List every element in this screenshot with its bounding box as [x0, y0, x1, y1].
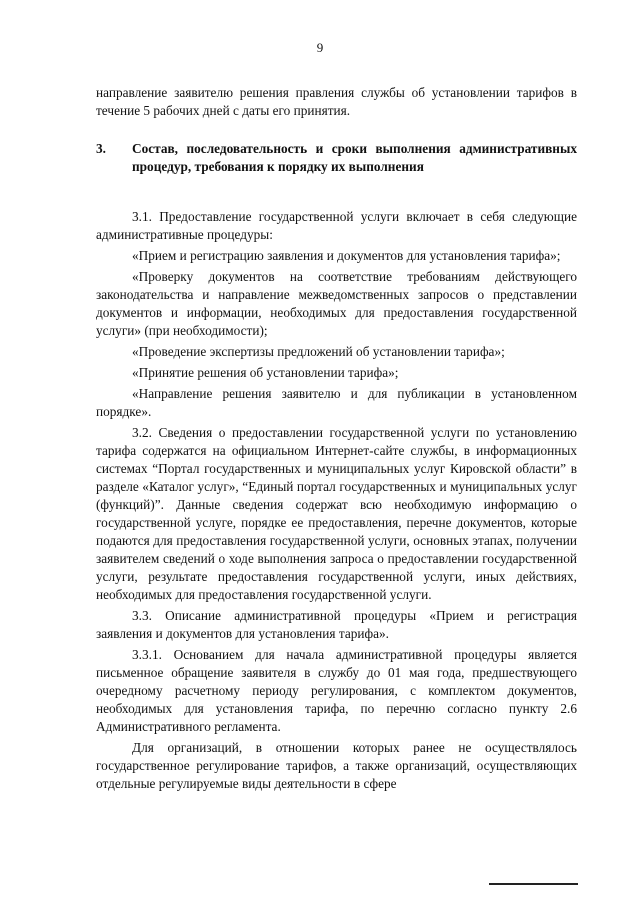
section-title: Состав, последовательность и сроки выполнения административных процедур, требования к порядку их выполнения	[132, 141, 577, 174]
section-number: 3.	[96, 141, 106, 156]
page-number: 9	[316, 40, 324, 55]
intro-paragraph: направление заявителю решения правления службы об установлении тарифов в течение 5 рабочих дней с даты его принятия.	[96, 85, 577, 118]
section-heading	[96, 140, 577, 176]
procedure-item: «Проведение экспертизы предложений об установлении тарифа»;	[132, 344, 505, 359]
paragraph-3-3: 3.3. Описание административной процедуры «Прием и регистрация заявления и документов для установления тарифа».	[96, 608, 577, 641]
paragraph-3-3-1: 3.3.1. Основанием для начала административной процедуры является письменное обращение заявителя в службу до 01 мая года, предшествующего очередному расчетному периоду регулирования, с комплектом документов, необходимых для установления тарифа, по перечню согласно пункту 2.6 Административного регламента.	[96, 647, 577, 734]
footer-rule	[489, 883, 578, 885]
procedure-item: «Направление решения заявителю и для публикации в установленном порядке».	[96, 386, 577, 419]
procedure-item: «Прием и регистрацию заявления и документов для установления тарифа»;	[132, 248, 561, 263]
section-body	[96, 208, 577, 793]
paragraph-3-1: 3.1. Предоставление государственной услуги включает в себя следующие административные процедуры:	[96, 209, 577, 242]
paragraph-3-2: 3.2. Сведения о предоставлении государственной услуги по установлению тарифа содержатся на официальном Интернет-сайте службы, в информационных системах “Портал государственных и муниципальных услуг Кировской области” в разделе «Каталог услуг», “Единый портал государственных и муниципальных услуг (функций)”. Данные сведения содержат всю необходимую информацию о государственной услуге, порядке ее предоставления, перечне документов, которые подаются для предоставления государственной услуги, основных этапах, получении заявителем сведений о ходе выполнения запроса о предоставлении государственной услуги, результате предоставления государственной услуги, иных действиях, необходимых для предоставления государственной услуги.	[96, 425, 577, 602]
procedure-item: «Проверку документов на соответствие требованиям действующего законодательства и направление межведомственных запросов о представлении документов и информации, необходимых для предоставления государственной услуги» (при необходимости);	[96, 269, 577, 338]
intro-block	[96, 84, 577, 120]
paragraph-organizations: Для организаций, в отношении которых ранее не осуществлялось государственное регулирование тарифов, а также организаций, осуществляющих отдельные регулируемые виды деятельности в сфере	[96, 740, 577, 791]
procedure-item: «Принятие решения об установлении тарифа»;	[132, 365, 399, 380]
